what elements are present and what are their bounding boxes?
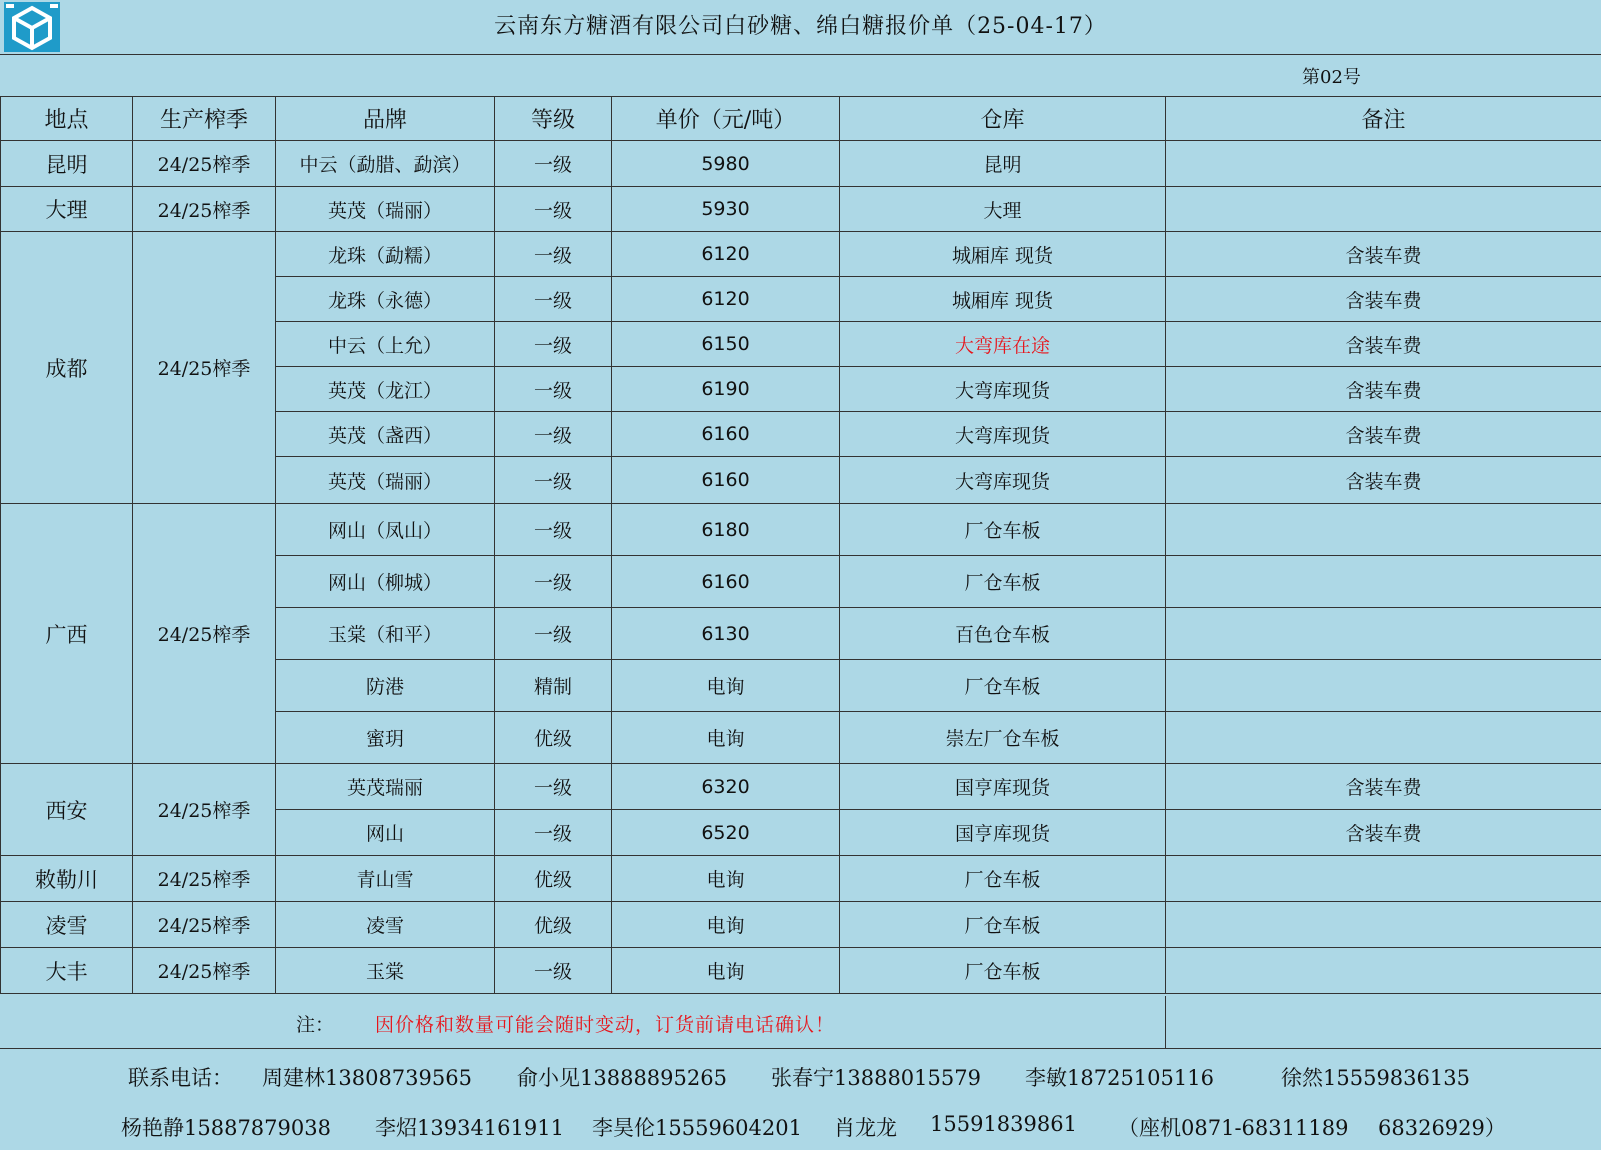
warehouse-cell-in-transit: 大弯库在途 [840,322,1166,367]
price-cell: 6120 [612,277,840,322]
brand-cell: 英茂瑞丽 [276,764,495,810]
price-cell: 6130 [612,608,840,660]
note-divider [1165,996,1166,1048]
brand-cell: 中云（勐腊、勐滨） [276,141,495,187]
warehouse-cell: 百色仓车板 [840,608,1166,660]
remark-cell: 含装车费 [1166,322,1601,367]
grade-cell: 优级 [495,856,612,902]
warehouse-cell: 昆明 [840,141,1166,187]
price-cell: 6150 [612,322,840,367]
note-text: 因价格和数量可能会随时变动，订货前请电话确认！ [375,1014,836,1036]
table-row [1,856,1601,902]
grade-cell: 一级 [495,556,612,608]
season-cell: 24/25榨季 [133,187,276,232]
header-grade: 等级 [495,97,612,141]
brand-cell: 龙珠（勐糯） [276,232,495,277]
price-cell: 6160 [612,556,840,608]
grade-cell: 精制 [495,660,612,712]
grade-cell: 一级 [495,141,612,187]
grade-cell: 一级 [495,277,612,322]
contact-entry: 周建林13808739565 [262,1066,472,1090]
note-row [0,996,1601,1049]
brand-cell: 中云（上允） [276,322,495,367]
contact-entry: 李炤13934161911 [375,1116,564,1140]
warehouse-cell: 崇左厂仓车板 [840,712,1166,764]
remark-cell: 含装车费 [1166,412,1601,457]
contacts-label: 联系电话： [128,1066,233,1090]
grade-cell: 一级 [495,608,612,660]
price-cell: 6160 [612,412,840,457]
table-row [1,141,1601,187]
remark-cell [1166,187,1601,232]
brand-cell: 蜜玥 [276,712,495,764]
contact-entry: 徐然15559836135 [1281,1066,1470,1090]
warehouse-cell: 大理 [840,187,1166,232]
brand-cell: 凌雪 [276,902,495,948]
contact-entry: 肖龙龙 [834,1116,897,1140]
grade-cell: 一级 [495,810,612,856]
season-cell: 24/25榨季 [133,948,276,994]
remark-cell [1166,556,1601,608]
remark-cell [1166,504,1601,556]
grade-cell: 一级 [495,322,612,367]
table-row [1,902,1601,948]
price-cell: 电询 [612,856,840,902]
grade-cell: 一级 [495,457,612,504]
grade-cell: 一级 [495,187,612,232]
season-cell: 24/25榨季 [133,232,276,504]
price-cell: 5930 [612,187,840,232]
remark-cell: 含装车费 [1166,277,1601,322]
remark-cell [1166,856,1601,902]
warehouse-cell: 国亨库现货 [840,764,1166,810]
brand-cell: 网山 [276,810,495,856]
price-cell: 6520 [612,810,840,856]
location-cell: 大丰 [1,948,133,994]
note-label: 注： [296,1014,335,1036]
header-brand: 品牌 [276,97,495,141]
remark-cell [1166,902,1601,948]
remark-cell: 含装车费 [1166,457,1601,504]
brand-cell: 防港 [276,660,495,712]
location-cell: 大理 [1,187,133,232]
warehouse-cell: 厂仓车板 [840,504,1166,556]
remark-cell [1166,141,1601,187]
remark-cell: 含装车费 [1166,810,1601,856]
remark-cell [1166,660,1601,712]
warehouse-cell: 厂仓车板 [840,902,1166,948]
warehouse-cell: 国亨库现货 [840,810,1166,856]
location-cell: 凌雪 [1,902,133,948]
number-bar [0,55,1601,97]
warehouse-cell: 大弯库现货 [840,457,1166,504]
header-season: 生产榨季 [133,97,276,141]
header-location: 地点 [1,97,133,141]
price-cell: 6190 [612,367,840,412]
header-warehouse: 仓库 [840,97,1166,141]
table-row [1,948,1601,994]
brand-cell: 玉棠 [276,948,495,994]
grade-cell: 优级 [495,902,612,948]
warehouse-cell: 大弯库现货 [840,412,1166,457]
location-cell: 成都 [1,232,133,504]
remark-cell: 含装车费 [1166,232,1601,277]
document-number: 第02号 [1302,67,1361,88]
contact-entry: 李敏18725105116 [1025,1066,1214,1090]
grade-cell: 一级 [495,948,612,994]
location-cell: 昆明 [1,141,133,187]
brand-cell: 龙珠（永德） [276,277,495,322]
contact-entry: 张春宁13888015579 [771,1066,981,1090]
grade-cell: 优级 [495,712,612,764]
season-cell: 24/25榨季 [133,902,276,948]
remark-cell [1166,608,1601,660]
header-row [1,97,1601,141]
table-row [1,504,1601,556]
brand-cell: 玉棠（和平） [276,608,495,660]
brand-cell: 英茂（瑞丽） [276,187,495,232]
season-cell: 24/25榨季 [133,141,276,187]
brand-cell: 英茂（盏西） [276,412,495,457]
warehouse-cell: 厂仓车板 [840,556,1166,608]
brand-cell: 青山雪 [276,856,495,902]
warehouse-cell: 城厢库 现货 [840,232,1166,277]
page-title: 云南东方糖酒有限公司白砂糖、绵白糖报价单（25-04-17） [494,14,1107,39]
price-cell: 电询 [612,712,840,764]
remark-cell [1166,948,1601,994]
landline-entry: 68326929） [1378,1116,1506,1140]
brand-cell: 网山（凤山） [276,504,495,556]
grade-cell: 一级 [495,232,612,277]
brand-cell: 英茂（瑞丽） [276,457,495,504]
warehouse-cell: 大弯库现货 [840,367,1166,412]
table-row [1,764,1601,810]
contact-entry: 15591839861 [930,1112,1077,1136]
price-cell: 电询 [612,948,840,994]
season-cell: 24/25榨季 [133,856,276,902]
remark-cell: 含装车费 [1166,764,1601,810]
title-bar [0,0,1601,55]
price-cell: 6320 [612,764,840,810]
contact-entry: 俞小见13888895265 [517,1066,727,1090]
brand-cell: 网山（柳城） [276,556,495,608]
location-cell: 敕勒川 [1,856,133,902]
grade-cell: 一级 [495,764,612,810]
price-cell: 6180 [612,504,840,556]
season-cell: 24/25榨季 [133,504,276,764]
price-cell: 电询 [612,902,840,948]
grade-cell: 一级 [495,412,612,457]
remark-cell: 含装车费 [1166,367,1601,412]
table-row [1,232,1601,277]
contact-entry: 李昊伦15559604201 [592,1116,802,1140]
brand-cell: 英茂（龙江） [276,367,495,412]
grade-cell: 一级 [495,367,612,412]
price-cell: 6120 [612,232,840,277]
contact-entry: 杨艳静15887879038 [121,1116,331,1140]
warehouse-cell: 厂仓车板 [840,660,1166,712]
price-table [0,96,1601,994]
warehouse-cell: 城厢库 现货 [840,277,1166,322]
warehouse-cell: 厂仓车板 [840,856,1166,902]
header-price: 单价（元/吨） [612,97,840,141]
location-cell: 广西 [1,504,133,764]
price-cell: 5980 [612,141,840,187]
table-row [1,187,1601,232]
price-cell: 6160 [612,457,840,504]
location-cell: 西安 [1,764,133,856]
warehouse-cell: 厂仓车板 [840,948,1166,994]
landline-entry: （座机0871-68311189 [1118,1116,1349,1140]
header-remark: 备注 [1166,97,1601,141]
price-cell: 电询 [612,660,840,712]
season-cell: 24/25榨季 [133,764,276,856]
remark-cell [1166,712,1601,764]
grade-cell: 一级 [495,504,612,556]
